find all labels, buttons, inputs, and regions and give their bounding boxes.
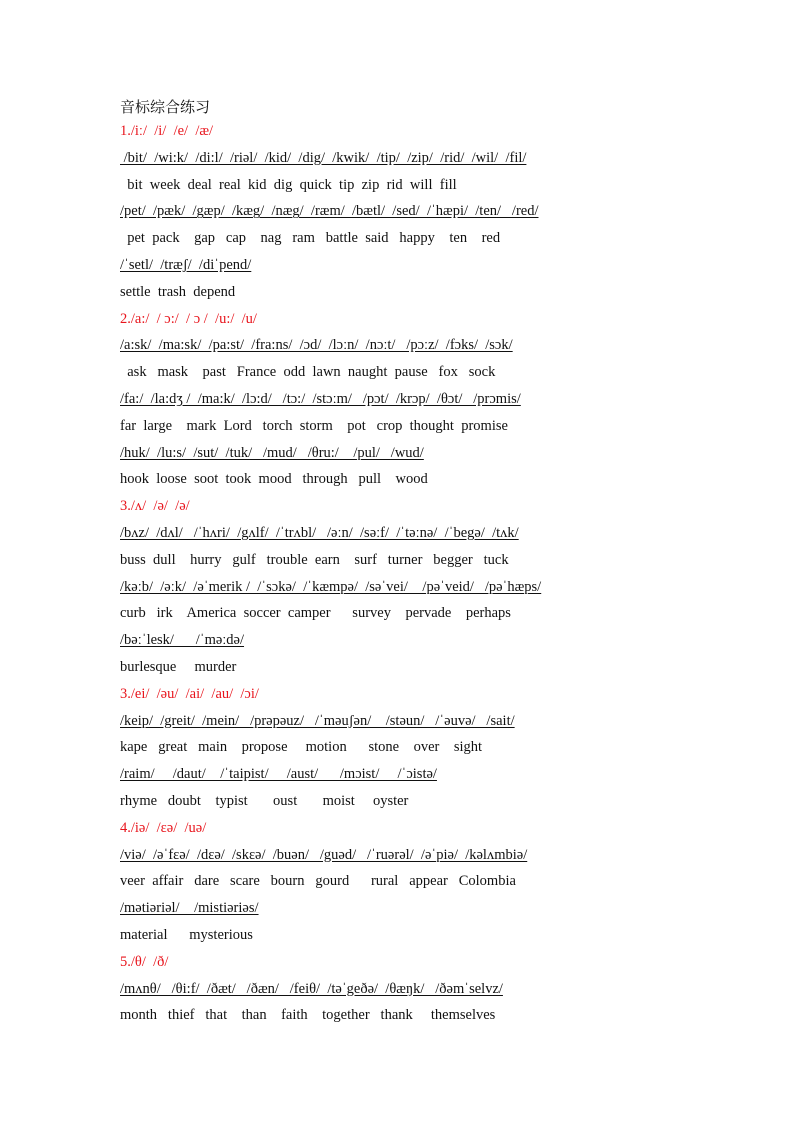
word-line: hook loose soot took mood through pull wood	[120, 471, 428, 488]
ipa-line: /pet/ /pæk/ /gæp/ /kæg/ /næg/ /ræm/ /bætl/ /sed/ /ˈhæpi/ /ten/ /red/	[120, 203, 539, 220]
word-line: rhyme doubt typist oust moist oyster	[120, 792, 409, 809]
word-line: pet pack gap cap nag ram battle said happy ten red	[120, 230, 501, 247]
word-line: curb irk America soccer camper survey pervade perhaps	[120, 605, 511, 622]
ipa-line: /mʌnθ/ /θi:f/ /ðæt/ /ðæn/ /feiθ/ /təˈgeðə/ /θæŋk/ /ðəmˈselvz/	[120, 980, 503, 997]
ipa-line: /fa:/ /la:dʒ / /ma:k/ /lɔ:d/ /tɔ:/ /stɔːm/ /pɔt/ /krɔp/ /θɔt/ /prɔmis/	[120, 390, 521, 407]
ipa-line: /mətiəriəl/ /mistiəriəs/	[120, 900, 259, 917]
word-line: month thief that than faith together thank themselves	[120, 1007, 496, 1024]
word-line: kape great main propose motion stone over sight	[120, 739, 483, 756]
ipa-line: /bəːˈlesk/ /ˈməːdə/	[120, 632, 245, 649]
section-heading: 2./a:/ / ɔ:/ / ɔ / /u:/ /u/	[120, 310, 257, 327]
ipa-line: /kəːb/ /əːk/ /əˈmerik / /ˈsɔkə/ /ˈkæmpə/ /səˈvei/ /pəˈveid/ /pəˈhæps/	[120, 578, 542, 595]
word-line: settle trash depend	[120, 283, 236, 300]
section-heading: 1./iː/ /i/ /e/ /æ/	[120, 123, 214, 139]
document-page	[120, 96, 740, 1029]
word-line: veer affair dare scare bourn gourd rural appear Colombia	[120, 873, 516, 890]
ipa-line: /bit/ /wi:k/ /di:l/ /riəl/ /kid/ /dig/ /kwik/ /tip/ /zip/ /rid/ /wil/ /fil/	[120, 149, 527, 166]
section-heading: 4./iə/ /ɛə/ /uə/	[120, 819, 207, 836]
word-line: bit week deal real kid dig quick tip zip rid will fill	[120, 176, 457, 193]
ipa-line: /raim/ /daut/ /ˈtaipist/ /aust/ /mɔist/ /ˈɔistə/	[120, 766, 437, 783]
ipa-line: /huk/ /lu:s/ /sut/ /tuk/ /mud/ /θru:/ /pul/ /wud/	[120, 444, 424, 461]
word-line: material mysterious	[120, 926, 253, 943]
ipa-line: /viə/ /əˈfɛə/ /dɛə/ /skɛə/ /buən/ /guəd/ /ˈruərəl/ /əˈpiə/ /kəlʌmbiə/	[120, 846, 528, 863]
word-line: buss dull hurry gulf trouble earn surf turner begger tuck	[120, 551, 509, 568]
section-heading: 3./ʌ/ /ə/ /ə/	[120, 498, 190, 515]
ipa-line: /a:sk/ /ma:sk/ /pa:st/ /fra:ns/ /ɔd/ /lɔːn/ /nɔːt/ /pɔːz/ /fɔks/ /sɔk/	[120, 337, 513, 354]
word-line: burlesque murder	[120, 658, 237, 675]
section-heading: 5./θ/ /ð/	[120, 953, 169, 970]
ipa-line: /bʌz/ /dʌl/ /ˈhʌri/ /gʌlf/ /ˈtrʌbl/ /əːn/ /səːf/ /ˈtəːnə/ /ˈbegə/ /tʌk/	[120, 524, 519, 541]
word-line: ask mask past France odd lawn naught pause fox sock	[120, 364, 496, 381]
ipa-line: /keip/ /greit/ /mein/ /prəpəuz/ /ˈməuʃən/ /stəun/ /ˈəuvə/ /sait/	[120, 712, 515, 729]
page-title: 音标综合练习	[120, 98, 211, 116]
word-line: far large mark Lord torch storm pot crop thought promise	[120, 417, 508, 434]
section-heading: 3./ei/ /əu/ /ai/ /au/ /ɔi/	[120, 685, 259, 702]
ipa-line: /ˈsetl/ /træʃ/ /diˈpend/	[120, 256, 252, 273]
